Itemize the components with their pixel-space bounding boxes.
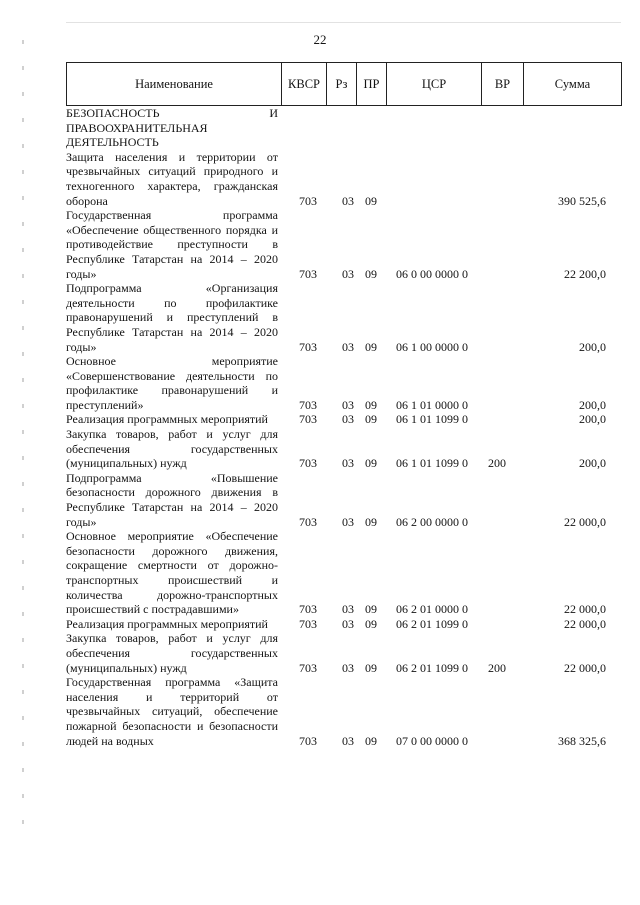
table-row xyxy=(66,106,626,150)
row-csr: 06 1 01 0000 0 xyxy=(396,397,468,412)
page-top-rule xyxy=(66,22,621,23)
row-sum: 22 000,0 xyxy=(564,616,606,631)
header-name: Наименование xyxy=(67,63,282,106)
table-row xyxy=(66,412,626,427)
row-kvsr: 703 xyxy=(299,193,317,208)
row-pr: 09 xyxy=(365,339,377,354)
row-rz: 03 xyxy=(342,266,354,281)
table-row xyxy=(66,471,626,529)
row-name: Реализация программных мероприятий xyxy=(66,616,268,631)
row-name: Защита населения и территории от чрезвычайных ситуаций природного и техногенного характера, гражданская оборона xyxy=(66,149,278,208)
table-row xyxy=(66,427,626,471)
row-csr: 06 2 01 1099 0 xyxy=(396,660,468,675)
row-sum: 200,0 xyxy=(579,456,606,471)
row-name: Подпрограмма «Повышение безопасности дорожного движения в Республике Татарстан на 2014 – 2020 годы» xyxy=(66,470,278,529)
row-pr: 09 xyxy=(365,616,377,631)
header-csr: ЦСР xyxy=(387,63,482,106)
row-kvsr: 703 xyxy=(299,616,317,631)
row-rz: 03 xyxy=(342,602,354,617)
row-csr: 06 2 00 0000 0 xyxy=(396,514,468,529)
row-kvsr: 703 xyxy=(299,602,317,617)
row-sum: 22 000,0 xyxy=(564,514,606,529)
row-sum: 22 000,0 xyxy=(564,660,606,675)
row-rz: 03 xyxy=(342,514,354,529)
row-name: Закупка товаров, работ и услуг для обеспечения государственных (муниципальных) нужд xyxy=(66,631,278,675)
row-rz: 03 xyxy=(342,412,354,427)
row-name: БЕЗОПАСНОСТЬ И ПРАВООХРАНИТЕЛЬНАЯ ДЕЯТЕЛЬНОСТЬ xyxy=(66,106,278,150)
row-rz: 03 xyxy=(342,456,354,471)
row-csr: 06 0 00 0000 0 xyxy=(396,266,468,281)
row-name: Основное мероприятие «Обеспечение безопасности дорожного движения, сокращение смертности от дорожно-транспортных происшествий и количества дорожно-транспортных происшествий с пострадавшими» xyxy=(66,529,278,617)
row-kvsr: 703 xyxy=(299,660,317,675)
row-rz: 03 xyxy=(342,733,354,748)
header-pr: ПР xyxy=(357,63,387,106)
row-csr: 06 1 00 0000 0 xyxy=(396,339,468,354)
row-name: Реализация программных мероприятий xyxy=(66,412,268,427)
row-csr: 06 1 01 1099 0 xyxy=(396,412,468,427)
row-name: Закупка товаров, работ и услуг для обеспечения государственных (муниципальных) нужд xyxy=(66,427,278,471)
row-vr: 200 xyxy=(488,660,506,675)
table-row xyxy=(66,208,626,281)
table-row xyxy=(66,354,626,412)
row-sum: 200,0 xyxy=(579,397,606,412)
row-name: Подпрограмма «Организация деятельности по профилактике правонарушений и преступлений в Республике Татарстан на 2014 – 2020 годы» xyxy=(66,281,278,354)
row-sum: 200,0 xyxy=(579,339,606,354)
row-vr: 200 xyxy=(488,456,506,471)
row-name: Государственная программа «Обеспечение общественного порядка и противодействие преступности в Республике Татарстан на 2014 – 2020 годы» xyxy=(66,208,278,281)
header-rz: Рз xyxy=(327,63,357,106)
row-rz: 03 xyxy=(342,193,354,208)
table-row xyxy=(66,617,626,632)
row-pr: 09 xyxy=(365,397,377,412)
row-pr: 09 xyxy=(365,514,377,529)
header-kvsr: КВСР xyxy=(282,63,327,106)
binding-edge-marks xyxy=(22,40,24,840)
row-rz: 03 xyxy=(342,397,354,412)
row-kvsr: 703 xyxy=(299,339,317,354)
row-sum: 22 200,0 xyxy=(564,266,606,281)
row-pr: 09 xyxy=(365,412,377,427)
row-kvsr: 703 xyxy=(299,397,317,412)
row-name: Основное мероприятие «Совершенствование деятельности по профилактике правонарушений и преступлений» xyxy=(66,354,278,412)
row-sum: 368 325,6 xyxy=(558,733,606,748)
table-row xyxy=(66,529,626,617)
row-csr: 06 1 01 1099 0 xyxy=(396,456,468,471)
header-vr: ВР xyxy=(482,63,524,106)
row-csr: 07 0 00 0000 0 xyxy=(396,733,468,748)
row-pr: 09 xyxy=(365,733,377,748)
row-pr: 09 xyxy=(365,266,377,281)
row-csr: 06 2 01 0000 0 xyxy=(396,602,468,617)
table-row xyxy=(66,150,626,208)
row-pr: 09 xyxy=(365,660,377,675)
row-kvsr: 703 xyxy=(299,456,317,471)
row-kvsr: 703 xyxy=(299,412,317,427)
row-kvsr: 703 xyxy=(299,514,317,529)
budget-table-header xyxy=(66,62,622,106)
table-row xyxy=(66,631,626,675)
table-row xyxy=(66,675,626,748)
row-pr: 09 xyxy=(365,456,377,471)
row-rz: 03 xyxy=(342,339,354,354)
row-sum: 22 000,0 xyxy=(564,602,606,617)
row-pr: 09 xyxy=(365,602,377,617)
table-row xyxy=(66,281,626,354)
header-sum: Сумма xyxy=(524,63,622,106)
page-number: 22 xyxy=(313,32,327,47)
row-kvsr: 703 xyxy=(299,266,317,281)
row-sum: 200,0 xyxy=(579,412,606,427)
row-name: Государственная программа «Защита населения и территорий от чрезвычайных ситуаций, обеспечение пожарной безопасности и безопасности людей на водных xyxy=(66,675,278,748)
row-sum: 390 525,6 xyxy=(558,193,606,208)
row-rz: 03 xyxy=(342,616,354,631)
budget-table-body xyxy=(66,106,626,748)
row-pr: 09 xyxy=(365,193,377,208)
row-csr: 06 2 01 1099 0 xyxy=(396,616,468,631)
row-kvsr: 703 xyxy=(299,733,317,748)
row-rz: 03 xyxy=(342,660,354,675)
